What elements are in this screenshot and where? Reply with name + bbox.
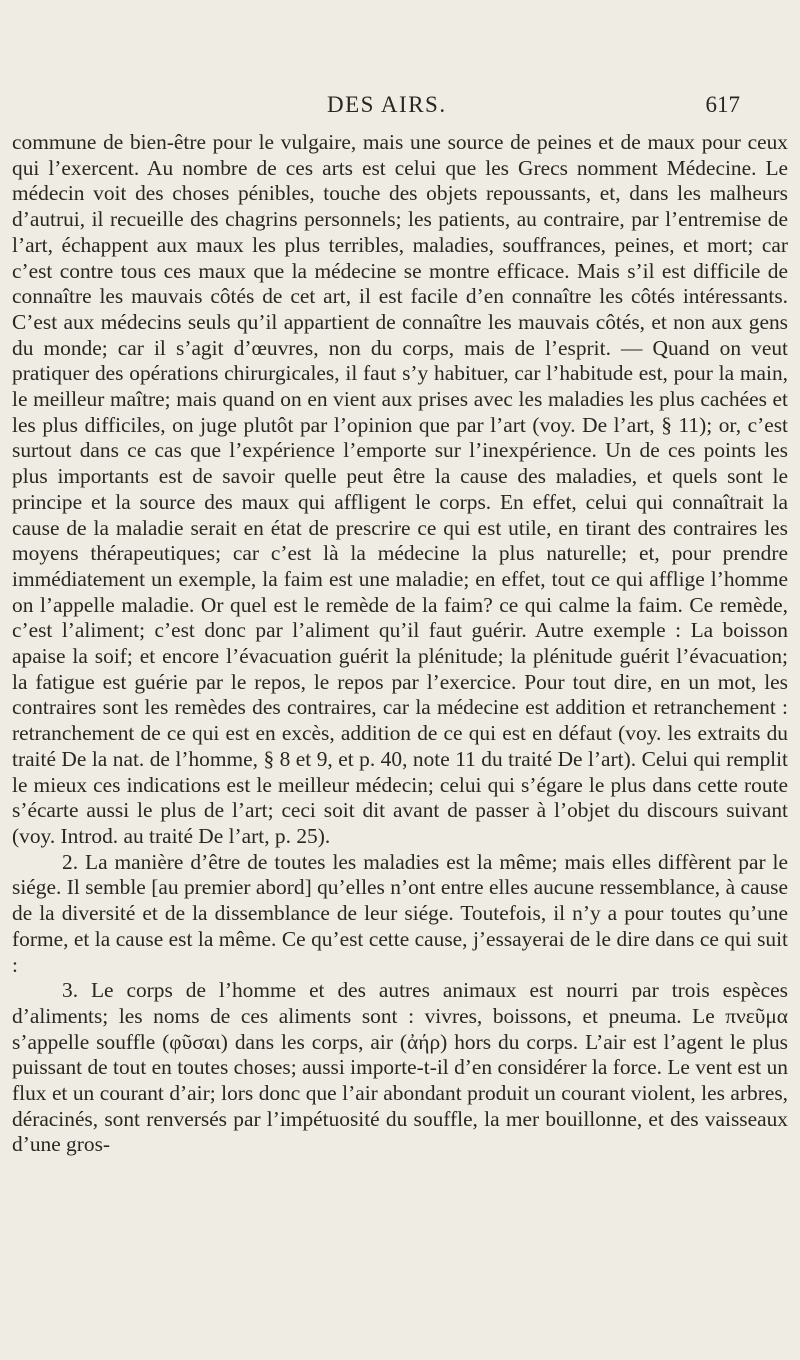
body-text (12, 130, 788, 1158)
paragraph-section-2: 2. La manière d’être de toutes les maladies est la même; mais elles diffèrent par le siége. Il semble [au premier abord] qu’elles n’ont entre elles aucune ressemblance, à cause de la diversité et de la dissemblance de leur siége. Toutefois, il n’y a pour toutes qu’une forme, et la cause est la même. Ce qu’est cette cause, j’essayerai de le dire dans ce qui suit : (12, 849, 788, 977)
paragraph-continuation: commune de bien-être pour le vulgaire, mais une source de peines et de maux pour ceux qui l’exercent. Au nombre de ces arts est celui que les Grecs nomment Médecine. Le médecin voit des choses pénibles, touche des objets repoussants, et, dans les malheurs d’autrui, il recueille des chagrins personnels; les patients, au contraire, par l’entremise de l’art, échappent aux maux les plus terribles, maladies, souffrances, peines, et mort; car c’est contre tous ces maux que la médecine se montre efficace. Mais s’il est difficile de connaître les mauvais côtés de cet art, il est facile d’en connaître les côtés intéressants. C’est aux médecins seuls qu’il appartient de connaître les mauvais côtés, et non aux gens du monde; car il s’agit d’œuvres, non du corps, mais de l’esprit. — Quand on veut pratiquer des opérations chirurgicales, il faut s’y habituer, car l’habitude est, pour la main, le meilleur maître; mais quand on en vient aux prises avec les maladies les plus cachées et les plus difficiles, on juge plutôt par l’opinion que par l’art (voy. De l’art, § 11); or, c’est surtout dans ce cas que l’expérience l’emporte sur l’inexpérience. Un de ces points les plus importants est de savoir quelle peut être la cause des maladies, et quels sont le principe et la source des maux qui affligent le corps. En effet, celui qui connaîtrait la cause de la maladie serait en état de prescrire ce qui est utile, en tirant des contraires les moyens thérapeutiques; car c’est là la médecine la plus naturelle; et, pour prendre immédiatement un exemple, la faim est une maladie; en effet, tout ce qui afflige l’homme on l’appelle maladie. Or quel est le remède de la faim? ce qui calme la faim. Ce remède, c’est l’aliment; c’est donc par l’aliment qu’il faut guérir. Autre exemple : La boisson apaise la soif; et encore l’évacuation guérit la plénitude; la plénitude guérit l’évacuation; la fatigue est guérie par le repos, le repos par l’exercice. Pour tout dire, en un mot, les contraires sont les remèdes des contraires, car la médecine est addition et retranchement : retranchement de ce qui est en excès, addition de ce qui est en défaut (voy. les extraits du traité De la nat. de l’homme, § 8 et 9, et p. 40, note 11 du traité De l’art). Celui qui remplit le mieux ces indications est le meilleur médecin; celui qui s’égare le plus dans cette route s’écarte aussi le plus de l’art; ceci soit dit avant de passer à l’objet du discours suivant (voy. Introd. au traité De l’art, p. 25). (12, 130, 788, 848)
page-header (0, 92, 800, 122)
paragraph-section-3: 3. Le corps de l’homme et des autres animaux est nourri par trois espèces d’aliments; les noms de ces aliments sont : vivres, boissons, et pneuma. Le πνεῦμα s’appelle souffle (φῦσαι) dans les corps, air (ἀήρ) hors du corps. L’air est l’agent le plus puissant de tout en toutes choses; aussi importe-t-il d’en considérer la force. Le vent est un flux et un courant d’air; lors donc que l’air abondant produit un courant violent, les arbres, déracinés, sont renversés par l’impétuosité du souffle, la mer bouillonne, et des vaisseaux d’une gros- (12, 978, 788, 1157)
running-title: DES AIRS. (327, 92, 447, 117)
page-number: 617 (705, 92, 740, 117)
